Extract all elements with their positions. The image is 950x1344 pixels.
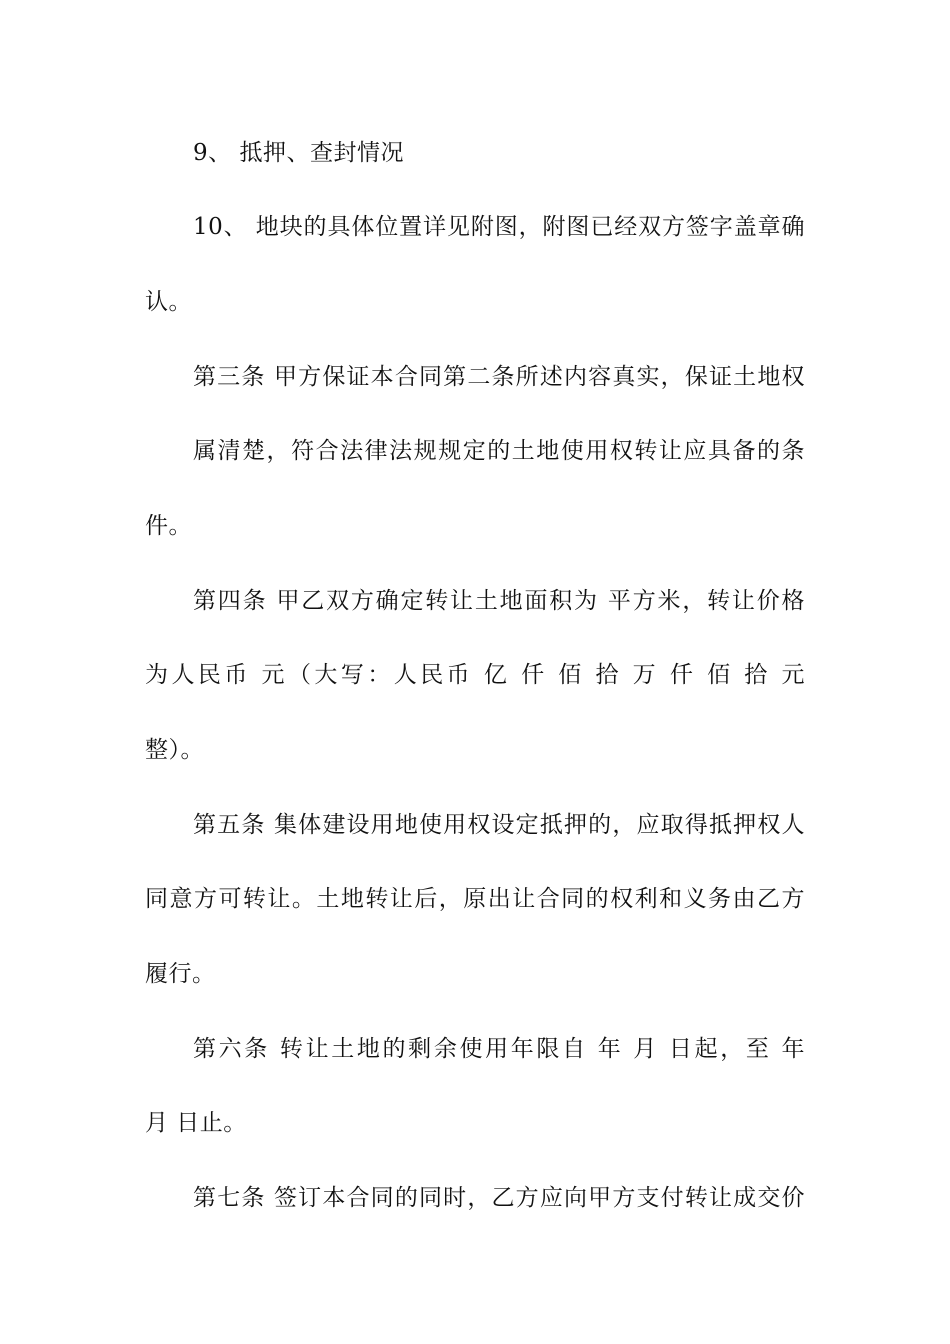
- article-3-line3: 件。: [145, 513, 192, 539]
- article-4-line3: 整）。: [145, 737, 204, 763]
- article-3-line2: 属清楚，符合法律法规规定的土地使用权转让应具备的条: [193, 438, 805, 464]
- item-10-location-line1: 10、 地块的具体位置详见附图，附图已经双方签字盖章确: [193, 214, 805, 240]
- article-7-line1: 第七条 签订本合同的同时，乙方应向甲方支付转让成交价: [193, 1185, 805, 1211]
- article-5-line2: 同意方可转让。土地转让后，原出让合同的权利和义务由乙方: [145, 886, 805, 912]
- item-9-mortgage-status: 9、 抵押、查封情况: [193, 140, 404, 166]
- article-6-line1: 第六条 转让土地的剩余使用年限自 年 月 日起，至 年: [193, 1036, 805, 1062]
- article-6-line2: 月 日止。: [145, 1110, 247, 1136]
- item-10-location-line2: 认。: [145, 289, 192, 315]
- article-4-line1: 第四条 甲乙双方确定转让土地面积为 平方米，转让价格: [193, 588, 805, 614]
- article-5-line1: 第五条 集体建设用地使用权设定抵押的，应取得抵押权人: [193, 812, 805, 838]
- article-3-line1: 第三条 甲方保证本合同第二条所述内容真实，保证土地权: [193, 364, 805, 390]
- article-4-line2: 为人民币 元（大写：人民币 亿 仟 佰 拾 万 仟 佰 拾 元: [145, 662, 805, 688]
- article-5-line3: 履行。: [145, 961, 216, 987]
